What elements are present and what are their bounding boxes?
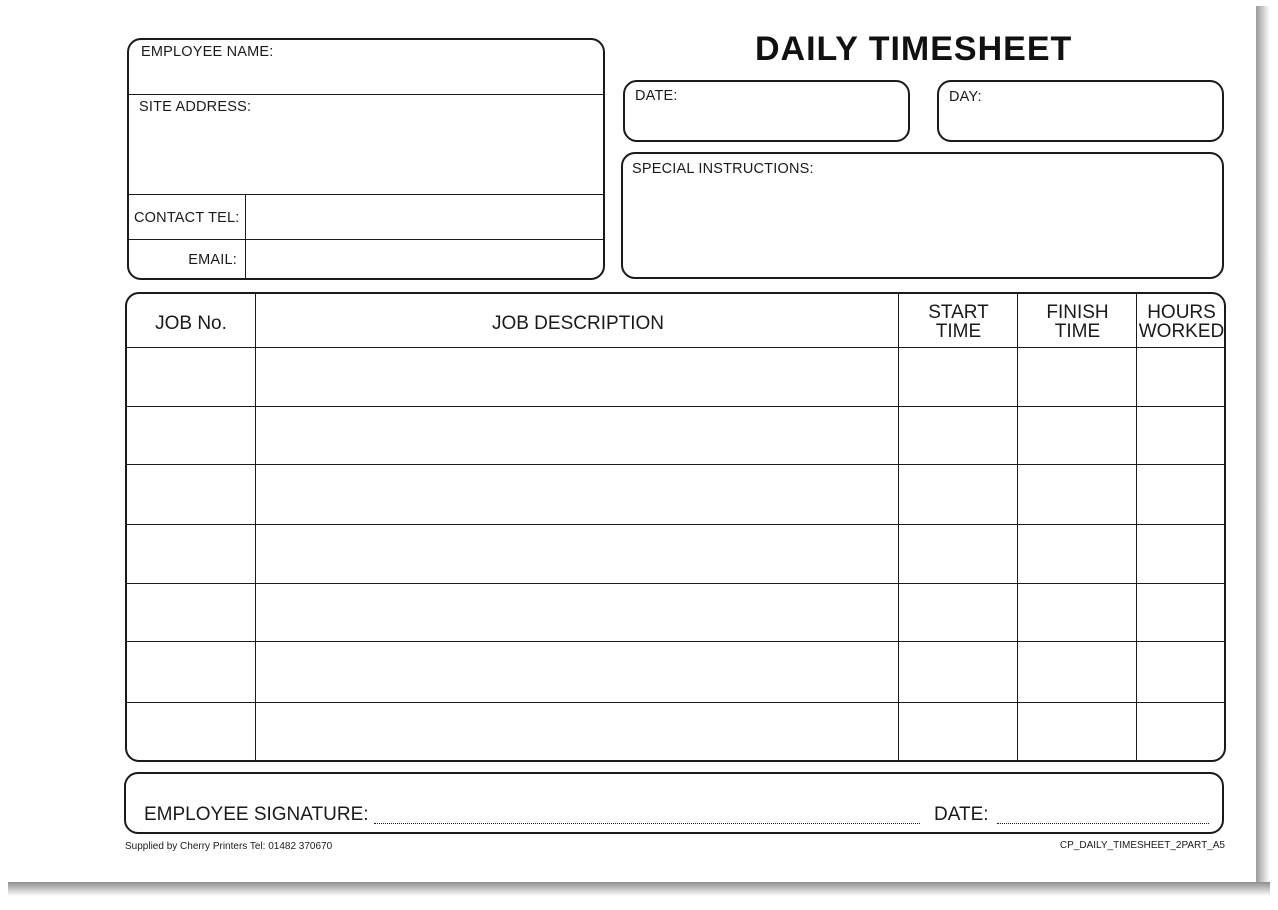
special-instructions-box[interactable]: [621, 152, 1224, 279]
signature-box: [124, 772, 1224, 834]
contact-tel-divider: [129, 239, 603, 240]
site-address-field[interactable]: [139, 120, 599, 190]
sheet-shadow-right: [1256, 6, 1270, 892]
email-field[interactable]: [249, 242, 599, 276]
table-row[interactable]: [127, 584, 1224, 641]
email-label: EMAIL:: [188, 252, 237, 268]
site-address-divider: [129, 194, 603, 195]
date-label: DATE:: [635, 88, 678, 104]
date-box[interactable]: [623, 80, 910, 142]
table-row[interactable]: [127, 703, 1224, 760]
column-header-start-time: START TIME: [928, 302, 989, 342]
day-label: DAY:: [949, 89, 982, 105]
special-instructions-label: SPECIAL INSTRUCTIONS:: [632, 161, 814, 177]
table-row[interactable]: [127, 642, 1224, 702]
employee-name-divider: [129, 94, 603, 95]
signature-date-label: DATE:: [934, 804, 989, 825]
column-header-job-no: JOB No.: [155, 313, 227, 334]
employee-signature-line[interactable]: [374, 823, 920, 824]
page-title: DAILY TIMESHEET: [755, 30, 1073, 68]
column-header-hours-worked: HOURS WORKED: [1138, 302, 1225, 342]
column-header-finish-time: FINISH TIME: [1046, 302, 1109, 342]
day-box[interactable]: [937, 80, 1224, 142]
supplier-footer: Supplied by Cherry Printers Tel: 01482 370670: [125, 841, 333, 852]
table-row[interactable]: [127, 465, 1224, 524]
contact-tel-field[interactable]: [249, 197, 599, 237]
contact-column-divider: [245, 194, 246, 278]
table-row[interactable]: [127, 525, 1224, 583]
table-row[interactable]: [127, 348, 1224, 406]
employee-name-label: EMPLOYEE NAME:: [141, 44, 274, 60]
jobs-table: [125, 292, 1226, 762]
table-row[interactable]: [127, 407, 1224, 464]
site-address-label: SITE ADDRESS:: [139, 99, 252, 115]
employee-signature-label: EMPLOYEE SIGNATURE:: [144, 804, 369, 825]
form-code-footer: CP_DAILY_TIMESHEET_2PART_A5: [1059, 840, 1225, 851]
contact-tel-label: CONTACT TEL:: [134, 210, 240, 226]
employee-info-box: [127, 38, 605, 280]
sheet-shadow-bottom: [8, 882, 1270, 896]
column-header-job-description: JOB DESCRIPTION: [491, 313, 665, 334]
employee-name-field[interactable]: [259, 44, 599, 92]
signature-date-line[interactable]: [997, 823, 1209, 824]
